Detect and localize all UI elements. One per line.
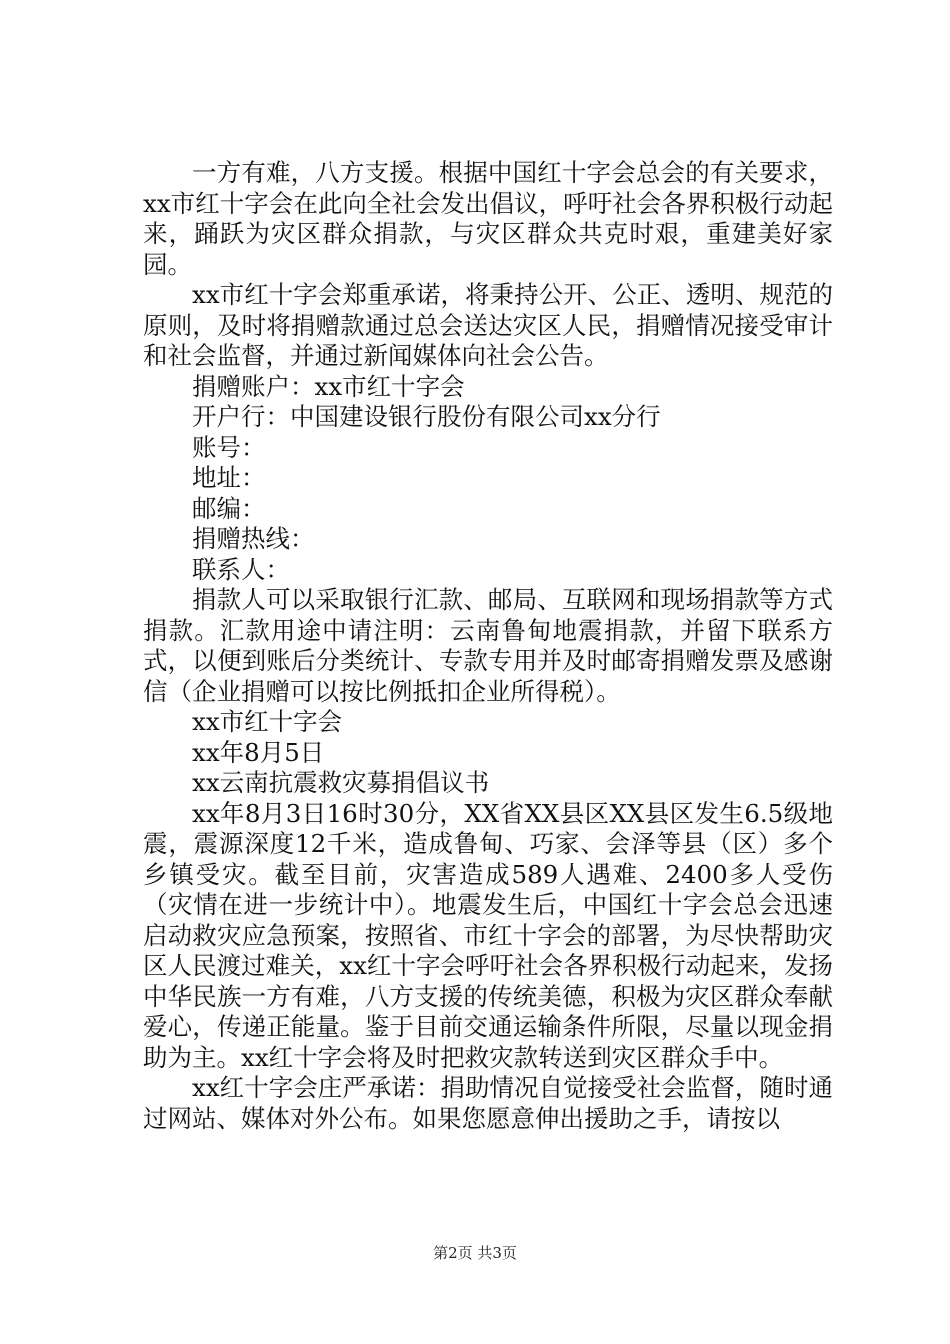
field-bank: 开户行：中国建设银行股份有限公司xx分行: [192, 402, 661, 431]
signature-organization: xx市红十字会: [192, 707, 343, 736]
field-address: 地址：: [192, 463, 266, 492]
field-hotline: 捐赠热线：: [192, 524, 315, 553]
paragraph-earthquake-report: xx年8月3日16时30分，XX省XX县区XX县区发生6.5级地震，震源深度12千米，造成鲁甸、巧家、会泽等县（区）多个乡镇受灾。截至目前，灾害造成589人遇难、2400多人受伤（灾情在进一步统计中）。地震发生后，中国红十字会总会迅速启动救灾应急预案，按照省、市红十字会的部署，为尽快帮助灾区人民渡过难关，xx红十字会呼吁社会各界积极行动起来，发扬中华民族一方有难，八方支援的传统美德，积极为灾区群众奉献爱心，传递正能量。鉴于目前交通运输条件所限，尽量以现金捐助为主。xx红十字会将及时把救灾款转送到灾区群众手中。: [143, 798, 833, 1072]
document-body: [143, 158, 833, 1134]
field-postcode: 邮编：: [192, 493, 266, 523]
signature-date: xx年8月5日: [192, 737, 325, 767]
paragraph-donation-methods: 捐款人可以采取银行汇款、邮局、互联网和现场捐款等方式捐款。汇款用途中请注明：云南鲁甸地震捐款，并留下联系方式，以便到账后分类统计、专款专用并及时邮寄捐赠发票及感谢信（企业捐赠可以按比例抵扣企业所得税）。: [143, 585, 833, 706]
field-contact: 联系人：: [192, 554, 290, 584]
section-title: xx云南抗震救灾募捐倡议书: [192, 768, 490, 797]
paragraph-solemn-commitment: xx红十字会庄严承诺：捐助情况自觉接受社会监督，随时通过网站、媒体对外公布。如果您愿意伸出援助之手，请按以: [143, 1073, 833, 1133]
field-donation-account: 捐赠账户：xx市红十字会: [192, 371, 465, 401]
page-number-footer: 第2页 共3页: [433, 1244, 517, 1262]
paragraph-appeal-intro: 一方有难，八方支援。根据中国红十字会总会的有关要求，xx市红十字会在此向全社会发出倡议，呼吁社会各界积极行动起来，踊跃为灾区群众捐款，与灾区群众共克时艰，重建美好家园。: [143, 158, 833, 279]
field-account-number: 账号：: [192, 432, 266, 462]
paragraph-commitment: xx市红十字会郑重承诺，将秉持公开、公正、透明、规范的原则，及时将捐赠款通过总会送达灾区人民，捐赠情况接受审计和社会监督，并通过新闻媒体向社会公告。: [143, 280, 833, 370]
